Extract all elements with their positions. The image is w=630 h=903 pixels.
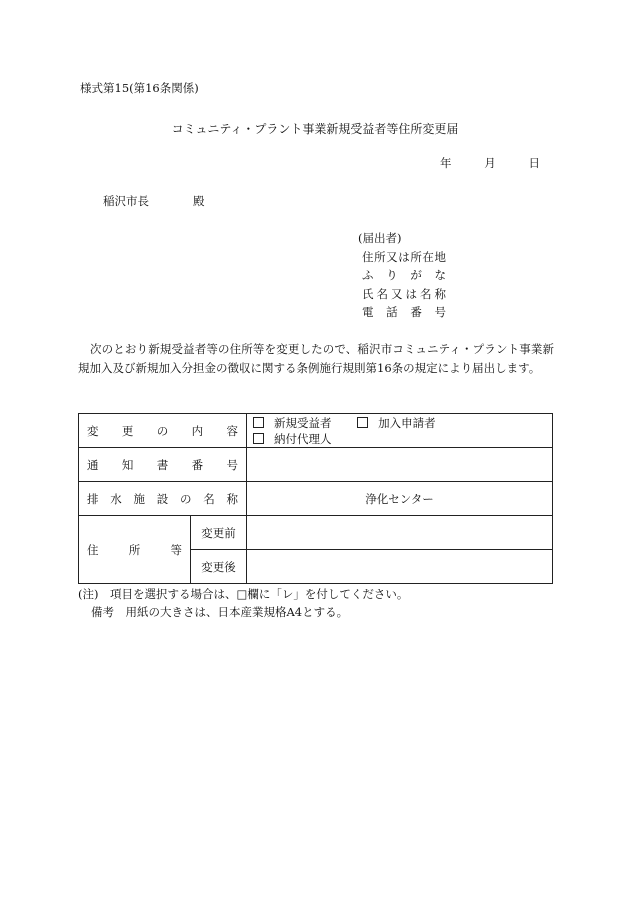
before-address-field[interactable] xyxy=(247,516,553,550)
after-label: 変更後 xyxy=(191,550,247,584)
option-applicant[interactable]: 加入申請者 xyxy=(357,415,436,431)
notifier-name-label: 氏名又は名称 xyxy=(362,286,446,301)
address-cell xyxy=(79,516,191,584)
notifier-furigana-label: ふりがな xyxy=(362,268,446,282)
addressee-honorific: 殿 xyxy=(193,194,205,208)
facility-name-value: 浄化センター xyxy=(247,482,553,516)
form-title: コミュニティ・プラント事業新規受益者等住所変更届 xyxy=(171,122,459,136)
change-content-label: 変更の内容 xyxy=(87,423,238,438)
table-row xyxy=(79,482,553,516)
change-table xyxy=(78,413,553,584)
notifier-phone-label: 電話番号 xyxy=(362,305,446,319)
date-day-label: 日 xyxy=(528,156,540,170)
table-row xyxy=(79,516,553,550)
notice-number-field[interactable] xyxy=(247,448,553,482)
change-options-cell xyxy=(247,414,553,448)
body-text: 次のとおり新規受益者等の住所等を変更したので、稲沢市コミュニティ・プラント事業新規加入及び新規加入分担金の徴収に関する条例施行規則第16条の規定により届出します。 xyxy=(78,342,554,375)
date-year-label: 年 xyxy=(440,156,452,170)
form-number: 様式第15(第16条関係) xyxy=(80,81,199,95)
option-new-beneficiary[interactable]: 新規受益者 xyxy=(253,415,332,431)
addressee-name: 稲沢市長 xyxy=(103,194,149,208)
notice-number-cell xyxy=(79,448,247,482)
option-payment-agent[interactable]: 納付代理人 xyxy=(253,431,332,447)
notifier-block xyxy=(358,229,446,322)
address-label: 住所等 xyxy=(87,542,182,557)
facility-name-label: 排水施設の名称 xyxy=(87,491,238,506)
note-text: (注) 項目を選択する場合は、□欄に「レ」を付してください。 xyxy=(78,587,409,601)
table-row xyxy=(79,448,553,482)
date-month-label: 月 xyxy=(484,156,496,170)
checkbox-icon[interactable] xyxy=(253,433,264,444)
notice-number-label: 通知書番号 xyxy=(87,457,238,472)
notifier-address-label: 住所又は所在地 xyxy=(362,249,446,264)
checkbox-icon[interactable] xyxy=(357,417,368,428)
table-row xyxy=(79,414,553,448)
after-address-field[interactable] xyxy=(247,550,553,584)
change-content-cell xyxy=(79,414,247,448)
addressee xyxy=(103,193,205,209)
checkbox-icon[interactable] xyxy=(253,417,264,428)
facility-name-cell xyxy=(79,482,247,516)
notifier-heading: (届出者) xyxy=(358,231,402,245)
before-label: 変更前 xyxy=(191,516,247,550)
date-line xyxy=(440,155,540,171)
remark-text: 備考 用紙の大きさは、日本産業規格A4とする。 xyxy=(91,605,349,619)
